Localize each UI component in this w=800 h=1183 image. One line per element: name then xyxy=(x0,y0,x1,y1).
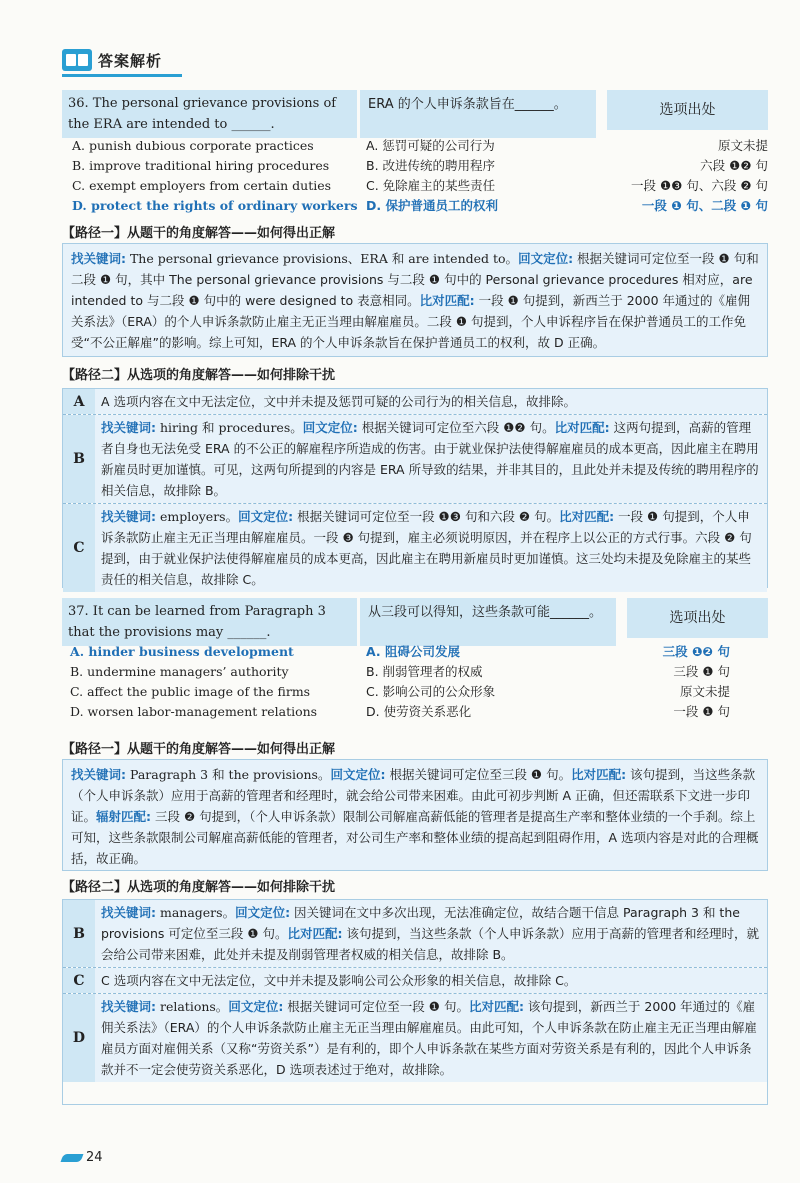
q37-option-d-cn: D. 使劳资关系恶化 xyxy=(366,704,472,719)
locate-label: 回文定位: xyxy=(302,420,358,435)
q37-stem-cn: 从三段可以得知，这些条款可能______。 xyxy=(360,598,616,646)
locate-label: 回文定位: xyxy=(330,767,386,782)
locate-text: 因关键词在文中多次出现，无法准确定位，故结合题干信息 Paragraph 3 和 the provisions 可定位至三段 ❶ 句。 xyxy=(101,905,740,941)
match-label: 比对匹配: xyxy=(554,420,610,435)
q36-option-c-en: C. exempt employers from certain duties xyxy=(72,178,332,193)
q36-option-b-src: 六段 ❶❷ 句 xyxy=(700,158,768,173)
q36-option-a-cn: A. 惩罚可疑的公司行为 xyxy=(366,138,495,153)
match-label: 比对匹配: xyxy=(419,293,475,308)
radiate-text: 三段 ❷ 句提到，（个人申诉条款）限制公司解雇高薪低能的管理者是提高生产率和整体业绩的一个手刹。综上可知，这些条款限制公司解雇高薪低能的管理者，对公司生产率和整体业绩的提高起到阻碍作用，A 选项内容是对此的合理概括，故正确。 xyxy=(71,809,759,866)
q37-option-b-en: B. undermine managers’ authority xyxy=(70,664,289,679)
keyword-label: 找关键词: xyxy=(101,905,156,920)
locate-text: 根据关键词可定位至一段 ❶❸ 句和六段 ❷ 句。 xyxy=(293,509,560,524)
q36-option-a-en: A. punish dubious corporate practices xyxy=(72,138,314,153)
match-text: 一段 ❶ 句提到，新西兰于 2000 年通过的《雇佣关系法》（ERA）的个人申诉条款防止雇主无正当理由解雇雇员。二段 ❶ 句提到，个人申诉程序旨在保护普通员工的工作免受“不公正解雇”的影响。综上可知，ERA 的个人申诉条款旨在保护普通员工的权利，故 D 正确。 xyxy=(71,293,751,350)
q36-option-d-src: 一段 ❶ 句、二段 ❶ 句 xyxy=(641,198,768,213)
q37-options-en xyxy=(70,642,350,722)
q36-row-b xyxy=(63,415,767,504)
q37-option-c-en: C. affect the public image of the firms xyxy=(70,684,311,699)
row-text xyxy=(95,504,767,592)
q37-option-b-cn: B. 削弱管理者的权威 xyxy=(366,664,483,679)
q37-path1-title: 【路径一】从题干的角度解答——如何得出正解 xyxy=(62,742,336,757)
q36-stem-en: 36. The personal grievance provisions of the ERA are intended to ______. xyxy=(62,90,357,138)
q37-option-d-src: 一段 ❶ 句 xyxy=(673,704,730,719)
q37-option-c-cn: C. 影响公司的公众形象 xyxy=(366,684,496,699)
row-label: B xyxy=(63,415,95,503)
keyword-text: relations。 xyxy=(156,999,229,1014)
row-label: A xyxy=(63,389,95,414)
q36-option-b-en: B. improve traditional hiring procedures xyxy=(72,158,330,173)
row-text xyxy=(95,900,767,967)
match-label: 比对匹配: xyxy=(559,509,615,524)
q37-stem-en: 37. It can be learned from Paragraph 3 that the provisions may ______. xyxy=(62,598,357,646)
page-number xyxy=(62,1150,103,1165)
q37-path2-table xyxy=(62,899,768,1105)
locate-text: 根据关键词可定位至一段 ❶ 句。 xyxy=(283,999,469,1014)
locate-label: 回文定位: xyxy=(228,999,284,1014)
match-text: 该句提到，新西兰于 2000 年通过的《雇佣关系法》（ERA）的个人申诉条款防止雇主无正当理由解雇雇员。由此可知，个人申诉条款在防止雇主无正当理由解雇雇员方面对雇佣关系（又称“劳资关系”）是有利的，即个人申诉条款在某些方面对劳资关系是有利的，因此个人申诉条款并不一定会使劳资关系恶化，D 选项表述过于绝对，故排除。 xyxy=(101,999,757,1077)
q37-options-cn xyxy=(366,642,596,722)
pen-icon xyxy=(61,1154,84,1162)
keyword-text: employers。 xyxy=(156,509,239,524)
locate-label: 回文定位: xyxy=(235,905,291,920)
locate-label: 回文定位: xyxy=(238,509,294,524)
q37-option-b-src: 三段 ❶ 句 xyxy=(673,664,730,679)
match-text: 该句提到，当这些条款（个人申诉条款）应用于高薪的管理者和经理时，就会给公司带来困难，此处并未提及削弱管理者权威的相关信息，故排除 B。 xyxy=(101,926,759,962)
q37-path2-title: 【路径二】从选项的角度解答——如何排除干扰 xyxy=(62,880,336,895)
section-header xyxy=(62,48,162,72)
keyword-label: 找关键词: xyxy=(71,251,126,266)
q37-option-a-en: A. hinder business development xyxy=(70,644,294,659)
q36-options-en xyxy=(72,136,358,216)
match-text: 该句提到，当这些条款（个人申诉条款）应用于高薪的管理者和经理时，就会给公司带来困难。由此可初步判断 A 正确，但还需联系下文进一步印证。 xyxy=(71,767,756,824)
row-text xyxy=(95,994,767,1082)
q36-row-a xyxy=(63,389,767,415)
match-label: 比对匹配: xyxy=(571,767,627,782)
q36-path1-title: 【路径一】从题干的角度解答——如何得出正解 xyxy=(62,226,336,241)
q36-options-cn xyxy=(366,136,596,216)
keyword-text: hiring 和 procedures。 xyxy=(156,420,303,435)
keyword-text: The personal grievance provisions、ERA 和 are intended to。 xyxy=(126,251,519,266)
q36-option-b-cn: B. 改进传统的聘用程序 xyxy=(366,158,496,173)
match-label: 比对匹配: xyxy=(468,999,524,1014)
q36-option-d-en: D. protect the rights of ordinary workers xyxy=(72,198,358,213)
header-underline xyxy=(62,74,182,77)
keyword-label: 找关键词: xyxy=(101,420,156,435)
q37-path1-panel xyxy=(62,759,768,871)
row-text: A 选项内容在文中无法定位，文中并未提及惩罚可疑的公司行为的相关信息，故排除。 xyxy=(95,389,767,414)
keyword-label: 找关键词: xyxy=(71,767,126,782)
q36-path2-table xyxy=(62,388,768,588)
q36-options-src xyxy=(590,136,768,216)
row-label: C xyxy=(63,968,95,993)
q37-option-c-src: 原文未提 xyxy=(679,684,730,699)
match-label: 比对匹配: xyxy=(287,926,343,941)
q36-path2-title: 【路径二】从选项的角度解答——如何排除干扰 xyxy=(62,368,336,383)
q36-row-c xyxy=(63,504,767,592)
q37-option-a-src: 三段 ❶❷ 句 xyxy=(662,644,730,659)
keyword-label: 找关键词: xyxy=(101,509,156,524)
row-label: B xyxy=(63,900,95,967)
q37-row-d xyxy=(63,994,767,1082)
q37-options-src xyxy=(610,642,730,722)
keyword-label: 找关键词: xyxy=(101,999,156,1014)
q36-path1-panel xyxy=(62,243,768,357)
radiate-label: 辐射匹配: xyxy=(96,809,152,824)
locate-label: 回文定位: xyxy=(518,251,574,266)
row-label: C xyxy=(63,504,95,592)
keyword-text: managers。 xyxy=(156,905,236,920)
locate-text: 根据关键词可定位至三段 ❶ 句。 xyxy=(385,767,572,782)
q36-option-a-src: 原文未提 xyxy=(717,138,768,153)
section-title: 答案解析 xyxy=(98,51,163,70)
keyword-text: Paragraph 3 和 the provisions。 xyxy=(126,767,331,782)
locate-text: 根据关键词可定位至六段 ❶❷ 句。 xyxy=(357,420,555,435)
book-icon xyxy=(62,49,92,71)
row-text: C 选项内容在文中无法定位，文中并未提及影响公司公众形象的相关信息，故排除 C。 xyxy=(95,968,767,993)
q36-source-head: 选项出处 xyxy=(607,90,768,130)
match-text: 这两句提到，高薪的管理者自身也无法免受 ERA 的不公正的解雇程序所造成的伤害。由于就业保护法使得解雇雇员的成本更高，因此雇主在聘用新雇员时更加谨慎。可见，这两句所提到的内容是 ERA 所导致的结果，并非其目的，且此处并未提及传统的聘用程序的相关信息，故排除 B。 xyxy=(101,420,759,498)
q36-option-c-cn: C. 免除雇主的某些责任 xyxy=(366,178,496,193)
q36-option-c-src: 一段 ❶❸ 句、六段 ❷ 句 xyxy=(630,178,768,193)
row-text xyxy=(95,415,767,503)
q37-source-head: 选项出处 xyxy=(627,598,768,638)
q37-option-d-en: D. worsen labor-management relations xyxy=(70,704,318,719)
row-label: D xyxy=(63,994,95,1082)
match-text: 一段 ❶ 句提到，个人申诉条款防止雇主无正当理由解雇雇员。一段 ❸ 句提到，雇主必须说明原因，并在程序上以公正的方式行事。六段 ❷ 句提到，由于就业保护法使得解雇雇员的成本更高，因此雇主在聘用新雇员时更加谨慎。这三处均未提及免除雇主的某些责任的相关信息，故排除 C。 xyxy=(101,509,752,587)
page-number-text: 24 xyxy=(86,1150,103,1165)
q37-row-c xyxy=(63,968,767,994)
q37-row-b xyxy=(63,900,767,968)
locate-text: 根据关键词可定位至一段 ❶ 句和二段 ❶ 句，其中 The personal grievance provisions 与二段 ❶ 句中的 Personal grievance procedures 相对应，are intended to 与二段 ❶ 句中的 were designed to 表意相同。 xyxy=(71,251,759,308)
q37-option-a-cn: A. 阻碍公司发展 xyxy=(366,644,461,659)
q36-stem-cn: ERA 的个人申诉条款旨在______。 xyxy=(360,90,596,138)
q36-option-d-cn: D. 保护普通员工的权利 xyxy=(366,198,498,213)
